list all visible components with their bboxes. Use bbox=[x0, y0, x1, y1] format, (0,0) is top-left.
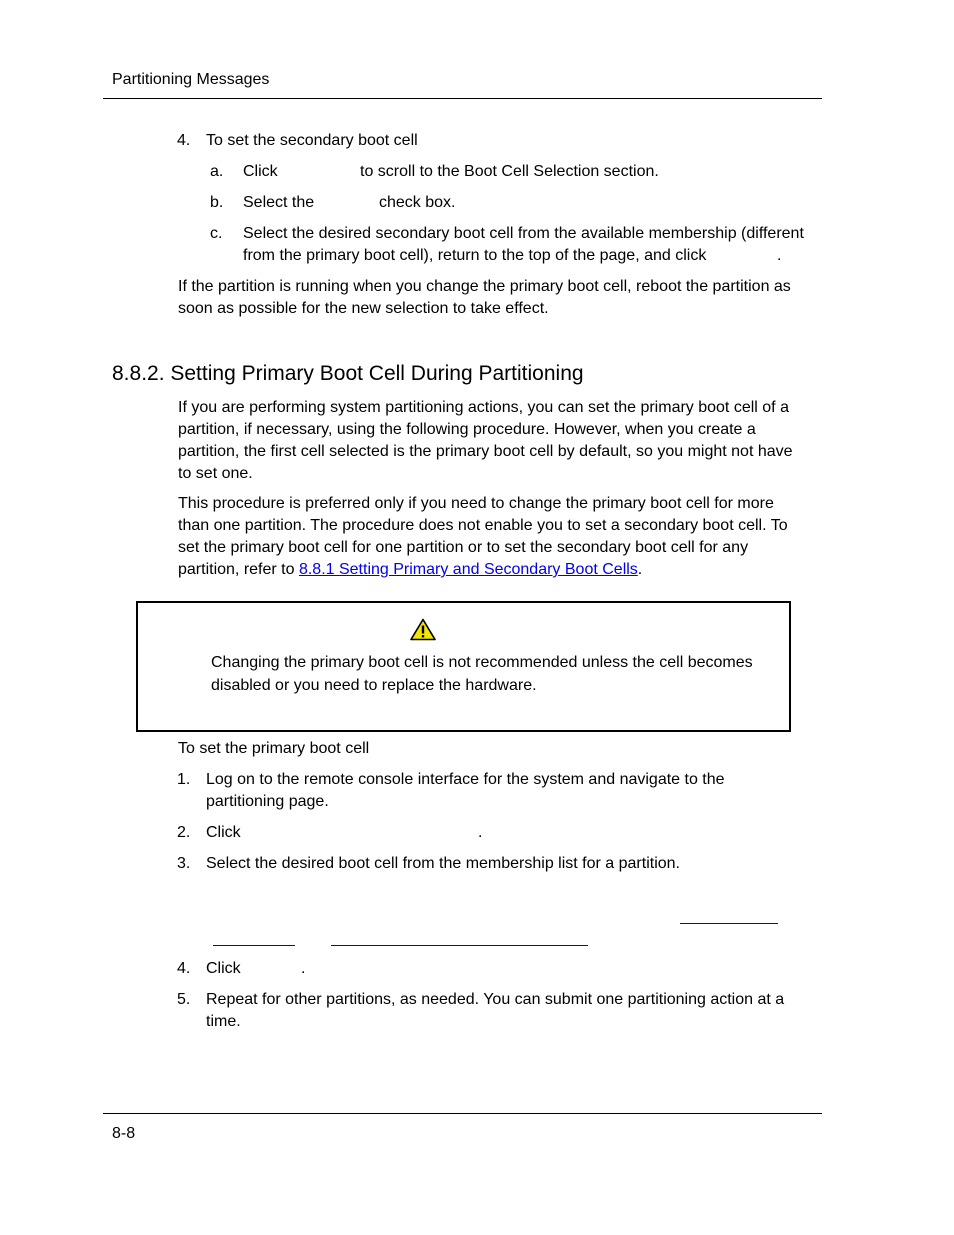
link-underline[interactable] bbox=[331, 945, 588, 946]
proc-step-2-number: 2. bbox=[177, 824, 191, 841]
para2-line1: This procedure is preferred only if you need to change the primary boot cell for more bbox=[178, 495, 774, 512]
proc-step-4-text-after: . bbox=[301, 960, 306, 977]
boot-cells-link[interactable]: 8.8.1 Setting Primary and Secondary Boot Cells bbox=[298, 561, 638, 578]
para1-line1: If you are performing system partitioning actions, you can set the primary boot cell of a bbox=[178, 399, 789, 416]
proc-step-5-line1: Repeat for other partitions, as needed. You can submit one partitioning action at a bbox=[206, 991, 785, 1008]
para2-line4 bbox=[178, 559, 642, 581]
substep-a-label: a. bbox=[210, 163, 224, 180]
proc-step-4-text-before: Click bbox=[206, 960, 241, 977]
link-underline[interactable] bbox=[680, 923, 778, 924]
para2-line2: than one partition. The procedure does not enable you to set a secondary boot cell. To bbox=[178, 517, 788, 534]
para1-line2: partition, if necessary, using the following procedure. However, when you create a bbox=[178, 421, 756, 438]
substep-c-line2: from the primary boot cell), return to the top of the page, and click bbox=[243, 247, 707, 264]
proc-step-1-number: 1. bbox=[177, 771, 191, 788]
link-underline[interactable] bbox=[213, 945, 295, 946]
para1-line4: to set one. bbox=[178, 465, 253, 482]
proc-step-5-number: 5. bbox=[177, 991, 191, 1008]
caution-line2: disabled or you need to replace the hardware. bbox=[211, 677, 537, 694]
proc-step-2-text-after: . bbox=[478, 824, 483, 841]
step-4-number: 4. bbox=[177, 132, 191, 149]
substep-b-text-before: Select the bbox=[243, 194, 315, 211]
running-header: Partitioning Messages bbox=[112, 71, 270, 88]
substep-a-text-after: to scroll to the Boot Cell Selection section. bbox=[360, 163, 659, 180]
procedure-intro: To set the primary boot cell bbox=[178, 740, 370, 757]
proc-step-3-text: Select the desired boot cell from the membership list for a partition. bbox=[206, 855, 680, 872]
proc-step-2-text-before: Click bbox=[206, 824, 241, 841]
substep-b-label: b. bbox=[210, 194, 224, 211]
para2-line4-text: partition, refer to bbox=[178, 561, 295, 578]
proc-step-1-line2: partitioning page. bbox=[206, 793, 329, 810]
header-rule bbox=[103, 98, 822, 99]
footer-rule bbox=[103, 1113, 822, 1114]
substep-a-text-before: Click bbox=[243, 163, 278, 180]
proc-step-4-number: 4. bbox=[177, 960, 191, 977]
substep-c-label: c. bbox=[210, 225, 223, 242]
section-heading: 8.8.2. Setting Primary Boot Cell During Partitioning bbox=[112, 362, 584, 385]
proc-step-1-line1: Log on to the remote console interface for the system and navigate to the bbox=[206, 771, 725, 788]
proc-step-5-line2: time. bbox=[206, 1013, 241, 1030]
warning-icon bbox=[410, 618, 436, 641]
page-number: 8-8 bbox=[112, 1125, 136, 1142]
step-4-text: To set the secondary boot cell bbox=[206, 132, 418, 149]
substep-c-line1: Select the desired secondary boot cell from the available membership (different bbox=[243, 225, 804, 242]
para1-line3: partition, the first cell selected is the primary boot cell by default, so you might not have bbox=[178, 443, 793, 460]
caution-line1: Changing the primary boot cell is not recommended unless the cell becomes bbox=[211, 654, 753, 671]
reboot-note-line1: If the partition is running when you change the primary boot cell, reboot the partition as bbox=[178, 278, 791, 295]
substep-c-line2-end: . bbox=[777, 247, 782, 264]
reboot-note-line2: soon as possible for the new selection to take effect. bbox=[178, 300, 549, 317]
para2-line3: set the primary boot cell for one partition or to set the secondary boot cell for any bbox=[178, 539, 749, 556]
proc-step-3-number: 3. bbox=[177, 855, 191, 872]
substep-b-text-after: check box. bbox=[379, 194, 456, 211]
para2-line4-period: . bbox=[637, 561, 643, 578]
